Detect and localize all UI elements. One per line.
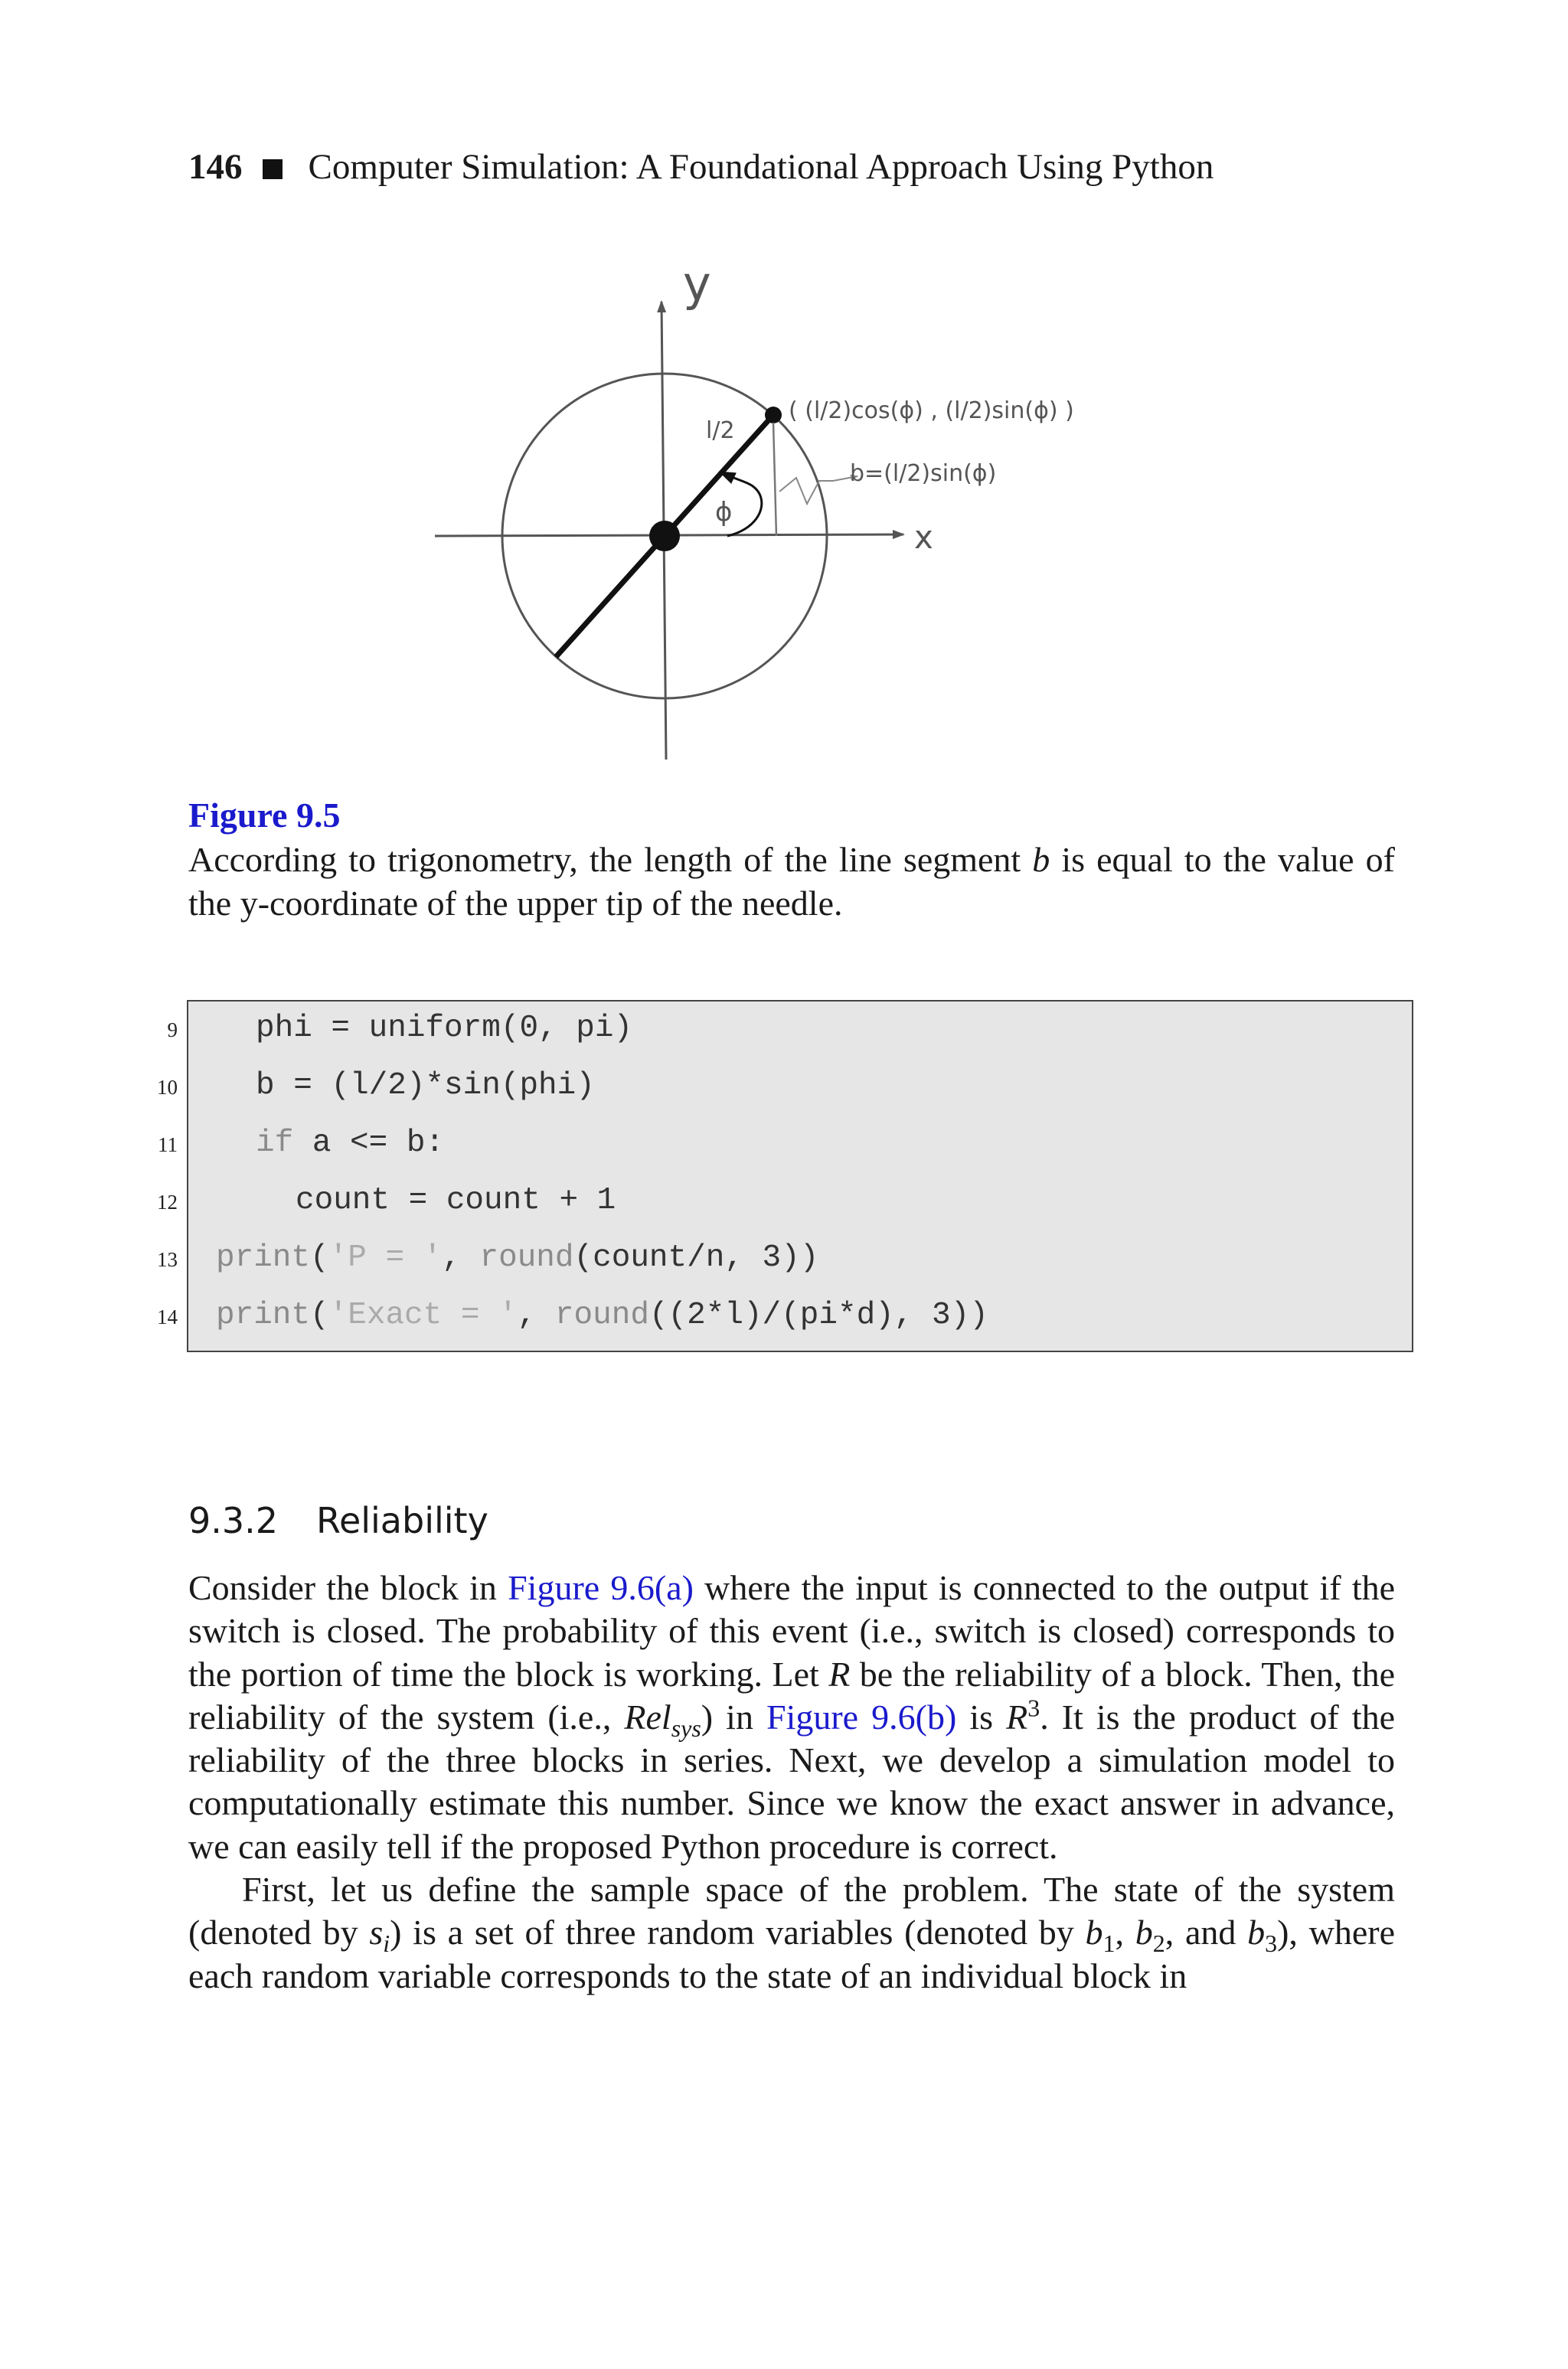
square-bullet-icon	[263, 159, 283, 179]
code-text	[256, 1068, 595, 1103]
code-token: ,	[442, 1240, 480, 1276]
code-text	[256, 1011, 632, 1046]
var-b: b	[1032, 840, 1050, 879]
paragraph-1: Consider the block in Figure 9.6(a) where the input is connected to the output if the switch is closed. The probability of this event (i.e., switch is closed) corresponds to the portion of time the block is working. Let R be the reliability of a block. Then, the reliability of the system (i.e., Rel$_{sys}$) in Figure 9.6(b) is $R^3$. It is the product of the reliability of the three blocks in series. Next, we develop a simulation model to computationally estimate this number. Since we know the exact answer in advance, we can easily tell if the proposed Python procedure is correct.	[188, 1568, 1396, 1866]
code-string: 'Exact = '	[328, 1298, 518, 1333]
code-line	[167, 1008, 1412, 1054]
code-line	[158, 1122, 1412, 1168]
line-number: 9	[167, 1018, 178, 1041]
code-text	[296, 1183, 616, 1218]
code-token: (	[310, 1298, 329, 1333]
code-listing	[157, 1000, 1413, 1352]
caption-text: According to trigonometry, the length of the line segment b is equal to the value of the y-coordinate of the upper tip of the needle.	[188, 840, 1395, 923]
code-token: b = (l/2)*sin(phi)	[256, 1068, 595, 1103]
tip-coordinate-label: ( (l/2)cos(ϕ) , (l/2)sin(ϕ) )	[789, 397, 1074, 424]
code-token: phi = uniform(0, pi)	[256, 1011, 633, 1046]
needle-center-dot	[649, 521, 680, 551]
b-formula-label: b=(l/2)sin(ϕ)	[850, 460, 997, 487]
b-pointer-zigzag	[779, 476, 858, 504]
figure-9-6a-link[interactable]: Figure 9.6(a)	[508, 1568, 694, 1607]
line-number: 13	[157, 1248, 178, 1271]
code-keyword: if	[256, 1126, 294, 1161]
paragraph-2: First, let us define the sample space of the problem. The state of the system (denoted by $s_i$) is a set of three random variables (denoted by $b_1$, $b_2$, and $b_3$), where each random variable corresponds to the state of an individual block in	[188, 1870, 1395, 1995]
section-heading	[188, 1498, 488, 1544]
needle-tip-dot	[765, 407, 782, 423]
figure-9-6b-link[interactable]: Figure 9.6(b)	[766, 1697, 957, 1737]
running-head	[188, 145, 1214, 188]
needle-diagram	[413, 260, 1194, 773]
b-segment	[773, 423, 776, 536]
code-line	[157, 1180, 1412, 1226]
figure-caption	[188, 793, 1395, 925]
code-token: ((2*l)/(pi*d), 3))	[648, 1298, 988, 1333]
line-number: 11	[158, 1133, 178, 1156]
code-line	[157, 1065, 1412, 1111]
code-line	[157, 1295, 1412, 1341]
x-axis-label: x	[914, 518, 933, 556]
angle-label: ϕ	[715, 497, 733, 528]
code-token: count = count + 1	[296, 1183, 616, 1218]
code-token: (count/n, 3))	[573, 1240, 819, 1276]
y-axis-label: y	[683, 260, 711, 312]
code-text	[216, 1240, 818, 1276]
code-line	[157, 1237, 1412, 1283]
code-token: (	[310, 1240, 329, 1276]
body-text	[188, 1567, 1395, 1998]
line-number: 12	[157, 1191, 178, 1214]
code-token: a <= b:	[293, 1126, 445, 1161]
code-string: 'P = '	[328, 1240, 443, 1276]
code-keyword: print	[216, 1240, 311, 1276]
line-number: 14	[157, 1305, 178, 1328]
half-length-label: l/2	[706, 417, 735, 444]
code-text	[256, 1126, 444, 1161]
code-token: ,	[517, 1298, 555, 1333]
book-title: Computer Simulation: A Foundational Approach Using Python	[308, 147, 1214, 187]
line-number: 10	[157, 1076, 178, 1099]
code-text	[216, 1298, 988, 1333]
page-number: 146	[188, 147, 243, 187]
figure-label[interactable]: Figure 9.5	[188, 796, 341, 835]
code-keyword: print	[216, 1298, 311, 1333]
code-keyword: round	[479, 1240, 574, 1276]
section-title: Reliability	[316, 1500, 488, 1541]
section-number: 9.3.2	[188, 1500, 279, 1541]
code-keyword: round	[554, 1298, 649, 1333]
